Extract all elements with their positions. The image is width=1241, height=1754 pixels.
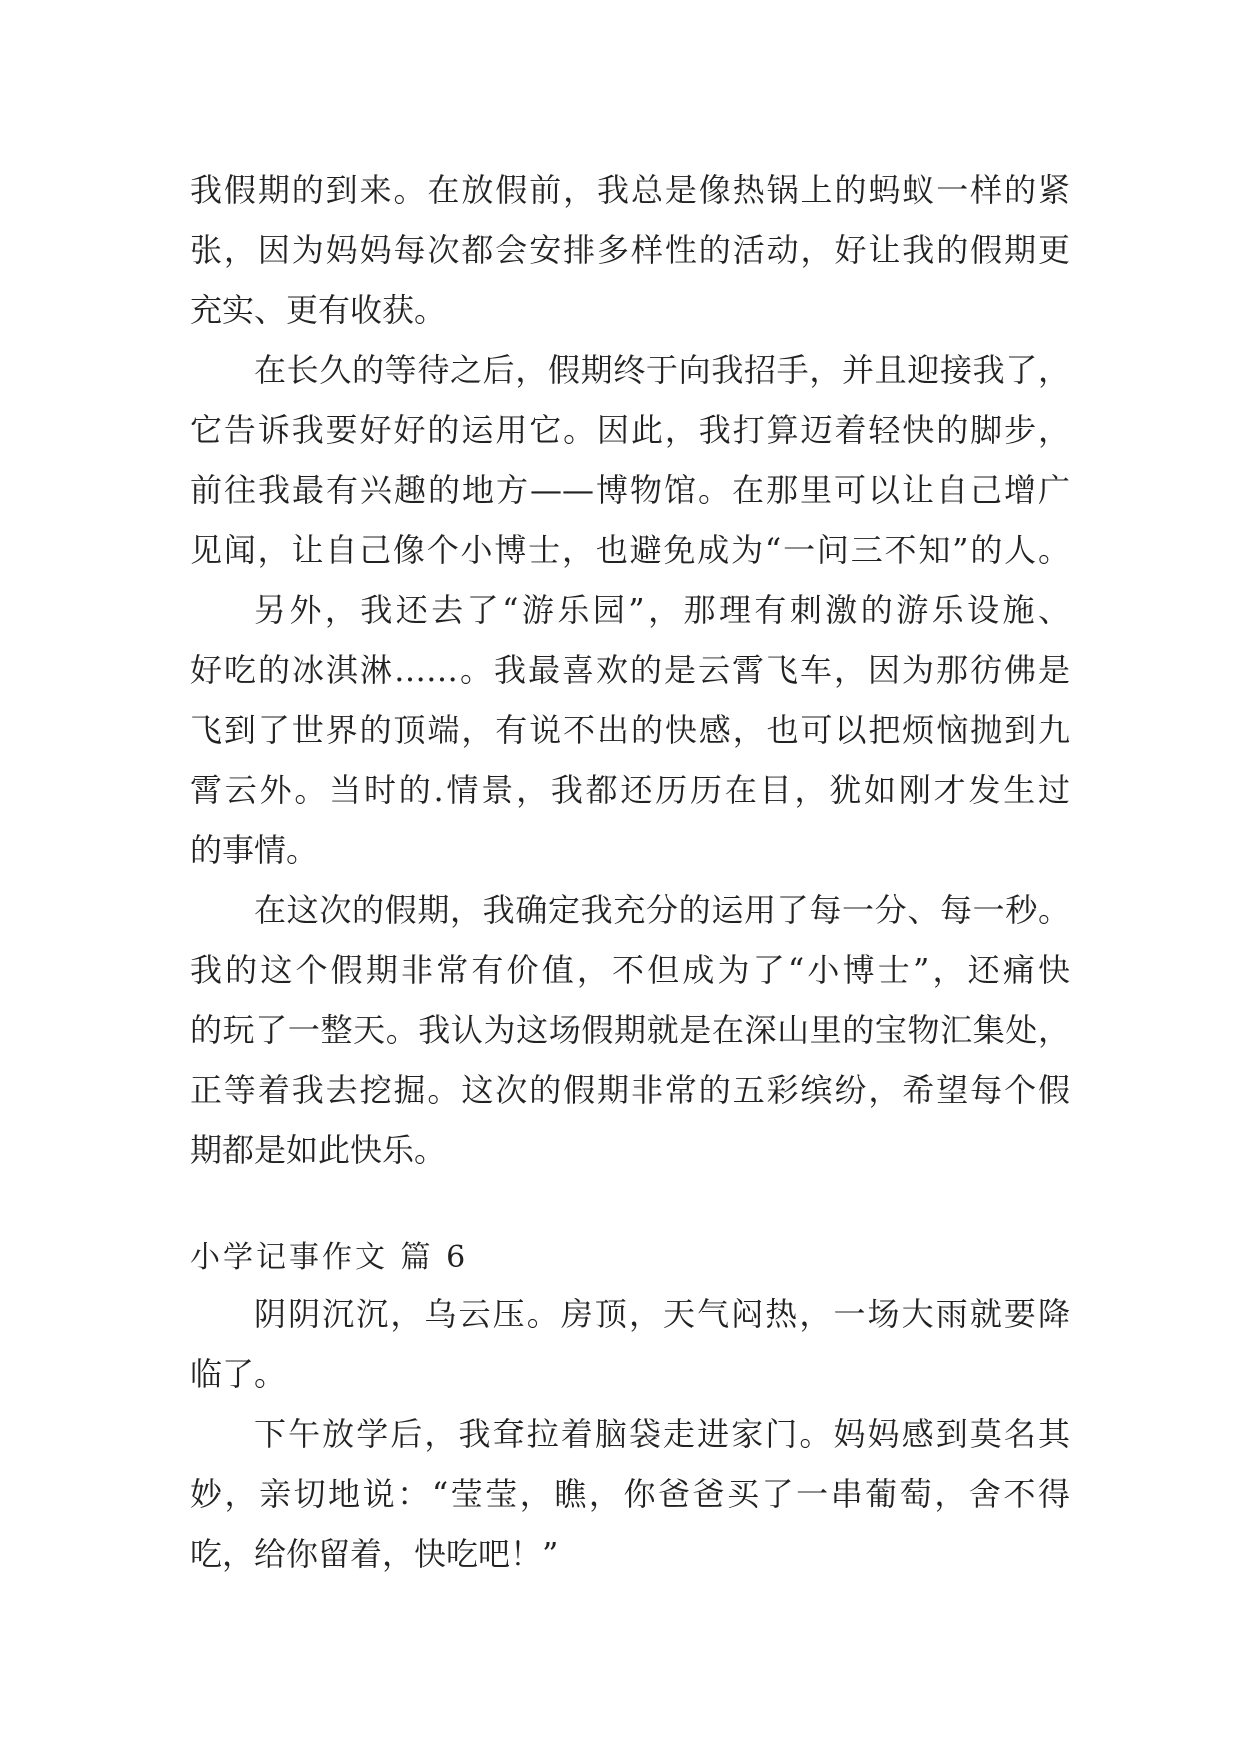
paragraph-3-line-3: 飞到了世界的顶端，有说不出的快感，也可以把烦恼抛到九 — [190, 711, 1070, 749]
paragraph-6-line-1: 下午放学后，我耷拉着脑袋走进家门。妈妈感到莫名其 — [254, 1415, 1070, 1453]
section-heading: 小学记事作文 篇 6 — [190, 1240, 469, 1275]
paragraph-4-line-2: 我的这个假期非常有价值，不但成为了“小博士”，还痛快 — [190, 951, 1070, 989]
paragraph-1-line-3: 充实、更有收获。 — [190, 291, 447, 329]
paragraph-2-line-2: 它告诉我要好好的运用它。因此，我打算迈着轻快的脚步， — [190, 411, 1070, 449]
paragraph-5-line-2: 临了。 — [190, 1355, 287, 1393]
paragraph-3-line-5: 的事情。 — [190, 831, 319, 869]
paragraph-3-line-4: 霄云外。当时的.情景，我都还历历在目，犹如刚才发生过 — [190, 771, 1070, 809]
paragraph-6-line-2: 妙，亲切地说：“莹莹，瞧，你爸爸买了一串葡萄，舍不得 — [190, 1475, 1070, 1513]
paragraph-3-line-2: 好吃的冰淇淋……。我最喜欢的是云霄飞车，因为那彷佛是 — [190, 651, 1070, 689]
paragraph-6-line-3: 吃，给你留着，快吃吧！” — [190, 1535, 559, 1573]
paragraph-1-line-2: 张，因为妈妈每次都会安排多样性的活动，好让我的假期更 — [190, 231, 1070, 269]
paragraph-4-line-1: 在这次的假期，我确定我充分的运用了每一分、每一秒。 — [254, 891, 1070, 929]
paragraph-4-line-5: 期都是如此快乐。 — [190, 1131, 447, 1169]
paragraph-5-line-1: 阴阴沉沉，乌云压。房顶，天气闷热，一场大雨就要降 — [254, 1295, 1070, 1333]
paragraph-4-line-4: 正等着我去挖掘。这次的假期非常的五彩缤纷，希望每个假 — [190, 1071, 1070, 1109]
paragraph-4-line-3: 的玩了一整天。我认为这场假期就是在深山里的宝物汇集处， — [190, 1011, 1070, 1049]
paragraph-2-line-1: 在长久的等待之后，假期终于向我招手，并且迎接我了， — [254, 351, 1070, 389]
paragraph-1-line-1: 我假期的到来。在放假前，我总是像热锅上的蚂蚁一样的紧 — [190, 171, 1070, 209]
paragraph-2-line-3: 前往我最有兴趣的地方——博物馆。在那里可以让自己增广 — [190, 471, 1070, 509]
paragraph-3-line-1: 另外，我还去了“游乐园”，那理有刺激的游乐设施、 — [254, 591, 1070, 629]
paragraph-2-line-4: 见闻，让自己像个小博士，也避免成为“一问三不知”的人。 — [190, 531, 1070, 569]
